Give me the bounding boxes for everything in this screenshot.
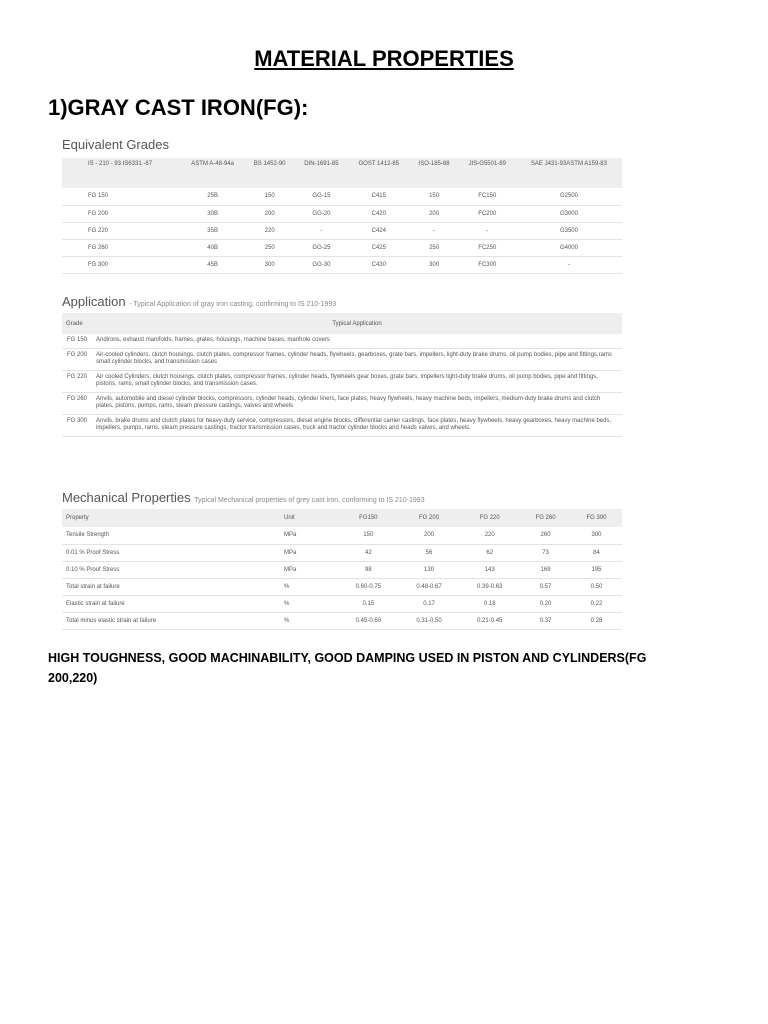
table-cell: GG-30 bbox=[312, 261, 331, 268]
table-cell: 42 bbox=[365, 549, 372, 556]
table-cell: 300 bbox=[264, 261, 275, 268]
table-cell: Anvils, automobile and diesel cylinder blocks, compressors, cylinder heads, cylinder liners, face plates, heavy flywheels, heavy machine beds, impellers, medium-duty brake drums and clutch plates, pistons, pumps, rams, steam pressure castings, valves and wheels bbox=[96, 395, 601, 409]
table-cell: MPa bbox=[284, 549, 297, 556]
table-cell: - bbox=[486, 227, 489, 234]
column-header: IS - 210 - 93 IS6331 -87 bbox=[88, 161, 153, 167]
table-cell: 40B bbox=[207, 244, 218, 251]
section-title: 1)GRAY CAST IRON(FG): bbox=[48, 95, 309, 120]
table-cell: Tensile Strength bbox=[66, 532, 110, 539]
mechanical-title-line bbox=[62, 490, 622, 505]
table-cell: 260 bbox=[540, 532, 551, 539]
table-row bbox=[62, 527, 622, 544]
table-cell: 150 bbox=[429, 193, 440, 200]
table-cell: 150 bbox=[363, 532, 374, 539]
table-cell: 200 bbox=[264, 210, 275, 217]
table-cell: 0.22 bbox=[590, 600, 603, 607]
table-cell: 0.60-0.75 bbox=[355, 583, 382, 590]
table-row bbox=[62, 205, 622, 222]
table-row bbox=[62, 392, 622, 414]
table-cell: 98 bbox=[365, 566, 372, 573]
equivalent-grades-table bbox=[62, 158, 622, 274]
table-cell: 130 bbox=[424, 566, 435, 573]
table-cell: FG 220 bbox=[88, 227, 109, 234]
table-cell: 0.37 bbox=[539, 617, 552, 624]
table-cell: GG-20 bbox=[312, 210, 331, 217]
table-cell: FG 300 bbox=[66, 417, 87, 424]
table-cell: FC150 bbox=[478, 193, 497, 200]
table-row bbox=[62, 239, 622, 256]
table-cell: GG-25 bbox=[312, 244, 331, 251]
application-table bbox=[62, 313, 622, 437]
table-cell: FG 200 bbox=[66, 351, 87, 358]
table-cell: 220 bbox=[264, 227, 275, 234]
table-cell: 35B bbox=[207, 227, 218, 234]
table-row bbox=[62, 370, 622, 392]
table-row bbox=[62, 222, 622, 239]
table-cell: 0.10 % Proof Stress bbox=[66, 566, 120, 573]
table-cell: FG 220 bbox=[66, 373, 87, 380]
table-cell: 0.48-0.67 bbox=[416, 583, 442, 590]
table-cell: % bbox=[284, 617, 290, 624]
table-cell: C424 bbox=[371, 227, 386, 234]
table-row bbox=[62, 612, 622, 629]
table-cell: FG 150 bbox=[66, 337, 87, 343]
table-cell: FG 260 bbox=[66, 395, 87, 402]
table-row bbox=[62, 544, 622, 561]
column-header: DIN-1691-85 bbox=[304, 161, 339, 167]
table-cell: % bbox=[284, 583, 290, 590]
table-cell: 73 bbox=[542, 549, 549, 556]
mechanical-properties-table bbox=[62, 509, 622, 630]
application-title-line bbox=[62, 294, 622, 309]
column-header: Typical Application bbox=[332, 320, 382, 327]
table-cell: C425 bbox=[371, 244, 386, 251]
table-cell: 0.15 bbox=[362, 600, 375, 607]
table-cell: 25B bbox=[207, 193, 218, 200]
column-header: FG 300 bbox=[586, 515, 607, 521]
table-cell: MPa bbox=[284, 532, 297, 539]
page-title: MATERIAL PROPERTIES bbox=[254, 46, 514, 71]
table-cell: C430 bbox=[371, 261, 386, 268]
column-header: Unit bbox=[284, 515, 295, 521]
table-header-row bbox=[62, 158, 622, 188]
table-cell: Air-cooled cylinders, clutch housings, clutch plates, compressor frames, cylinder heads, flywheels, gearboxes, grate bars, impellers, light-duty brake drums, oil pump bodies, pipe and fittings,rams small cylinder blocks, and transmission cases bbox=[96, 351, 612, 365]
table-cell: 0.28 bbox=[590, 617, 603, 624]
material-note: HIGH TOUGHNESS, GOOD MACHINABILITY, GOOD DAMPING USED IN PISTON AND CYLINDERS(FG 200,220) bbox=[48, 651, 647, 685]
column-header: BS 1452-90 bbox=[253, 161, 286, 167]
table-cell: 0.20 bbox=[539, 600, 552, 607]
table-cell: FC200 bbox=[478, 210, 497, 217]
table-cell: Total strain at failure bbox=[66, 583, 120, 590]
table-row bbox=[62, 595, 622, 612]
table-cell: - bbox=[567, 261, 570, 268]
table-cell: 0.39-0.63 bbox=[477, 583, 503, 590]
table-cell: 143 bbox=[484, 566, 495, 573]
column-header: GOST 1412-85 bbox=[358, 161, 400, 167]
table-header-row bbox=[62, 313, 622, 334]
table-cell: 150 bbox=[264, 193, 275, 200]
column-header: ASTM A-48-94a bbox=[191, 161, 234, 167]
equivalent-grades-title: Equivalent Grades bbox=[62, 137, 169, 152]
table-cell: G2500 bbox=[559, 193, 578, 200]
mechanical-properties-section bbox=[62, 490, 622, 630]
table-cell: 250 bbox=[429, 244, 440, 251]
table-row bbox=[62, 348, 622, 370]
table-row bbox=[62, 561, 622, 578]
table-cell: 220 bbox=[484, 532, 495, 539]
table-header-row bbox=[62, 509, 622, 527]
table-cell: FG 200 bbox=[88, 210, 109, 217]
mechanical-title: Mechanical Properties bbox=[62, 490, 191, 505]
column-header: SAE J431-93ASTM A159-83 bbox=[530, 161, 607, 167]
column-header: Property bbox=[66, 515, 89, 521]
table-cell: C415 bbox=[371, 193, 386, 200]
table-cell: Anvils, brake drums and clutch plates for heavy-duty service, compressors, diesel engine blocks, differential carrier castings, face plates, heavy flywheels, heavy gearboxes, heavy machine beds, impellers, pumps, rams, steam pressure castings, tractor transmission cases, truck and tractor cylinder blocks and heads valves, and wheels. bbox=[96, 417, 612, 431]
application-title: Application bbox=[62, 294, 126, 309]
table-cell: 62 bbox=[486, 549, 494, 556]
table-cell: 300 bbox=[429, 261, 440, 268]
table-cell: FC250 bbox=[478, 244, 497, 251]
table-cell: G3000 bbox=[559, 210, 578, 217]
table-cell: MPa bbox=[284, 566, 297, 573]
table-cell: 0.31-0.50 bbox=[416, 617, 442, 624]
column-header: FG 260 bbox=[535, 515, 556, 521]
table-cell: FC300 bbox=[478, 261, 497, 268]
table-cell: 45B bbox=[207, 261, 218, 268]
table-cell: 250 bbox=[264, 244, 275, 251]
application-subtitle: - Typical Application of gray iron casting, confirming to IS 210-1993 bbox=[129, 301, 337, 308]
table-cell: 195 bbox=[591, 566, 602, 573]
column-header: FG 200 bbox=[419, 515, 440, 521]
table-cell: G4000 bbox=[559, 244, 578, 251]
column-header: FG150 bbox=[359, 515, 378, 521]
table-cell: % bbox=[284, 600, 290, 607]
table-cell: 0.18 bbox=[483, 600, 496, 607]
table-cell: 300 bbox=[591, 532, 602, 539]
table-cell: 0.01 % Proof Stress bbox=[66, 549, 120, 556]
table-cell: 0.21-0.45 bbox=[477, 617, 503, 624]
table-cell: 0.57 bbox=[539, 583, 552, 590]
table-cell: FG 300 bbox=[88, 261, 109, 268]
table-cell: 200 bbox=[429, 210, 440, 217]
table-row bbox=[62, 256, 622, 273]
column-header: ISO-185-88 bbox=[418, 161, 450, 167]
equivalent-grades-section bbox=[62, 137, 622, 274]
table-cell: 0.45-0.60 bbox=[355, 617, 382, 624]
table-cell: GG-15 bbox=[312, 193, 331, 200]
table-cell: - bbox=[433, 227, 436, 234]
table-cell: 0.17 bbox=[423, 600, 435, 607]
table-cell: 56 bbox=[425, 549, 433, 556]
table-row bbox=[62, 578, 622, 595]
column-header: FG 220 bbox=[479, 515, 500, 521]
table-cell: 200 bbox=[424, 532, 435, 539]
application-section bbox=[62, 294, 622, 437]
table-cell: C420 bbox=[371, 210, 386, 217]
table-cell: FG 150 bbox=[88, 193, 109, 200]
mechanical-subtitle: Typical Mechanical properties of grey cast iron, conforming to IS 210-1993 bbox=[194, 497, 425, 504]
table-cell: FG 260 bbox=[88, 244, 109, 251]
table-cell: 169 bbox=[540, 566, 551, 573]
column-header: Grade bbox=[66, 320, 83, 327]
table-cell: Air cooled Cylinders, clutch housings, clutch plates, compressor frames, cylinder heads, flywheels gear boxes, grate bars, impellers light-duty brake drums, oil pump bodies, pipe and fittings, pistons, rams, small cylinder blocks, and transmission cases. bbox=[96, 373, 598, 387]
table-cell: Andirons, exhaust manifolds, frames, grates, housings, machine bases, manhole covers bbox=[96, 337, 330, 343]
column-header: JIS-G5501-89 bbox=[468, 161, 506, 167]
table-cell: 84 bbox=[593, 549, 600, 556]
table-cell: 0.50 bbox=[590, 583, 603, 590]
table-cell: 30B bbox=[207, 210, 218, 217]
table-row bbox=[62, 414, 622, 436]
table-cell: Total minus elastic strain at failure bbox=[66, 617, 157, 624]
table-cell: G3500 bbox=[559, 227, 578, 234]
table-cell: Elastic strain at failure bbox=[66, 600, 125, 607]
table-row bbox=[62, 334, 622, 348]
table-cell: - bbox=[320, 227, 323, 234]
table-row bbox=[62, 188, 622, 205]
